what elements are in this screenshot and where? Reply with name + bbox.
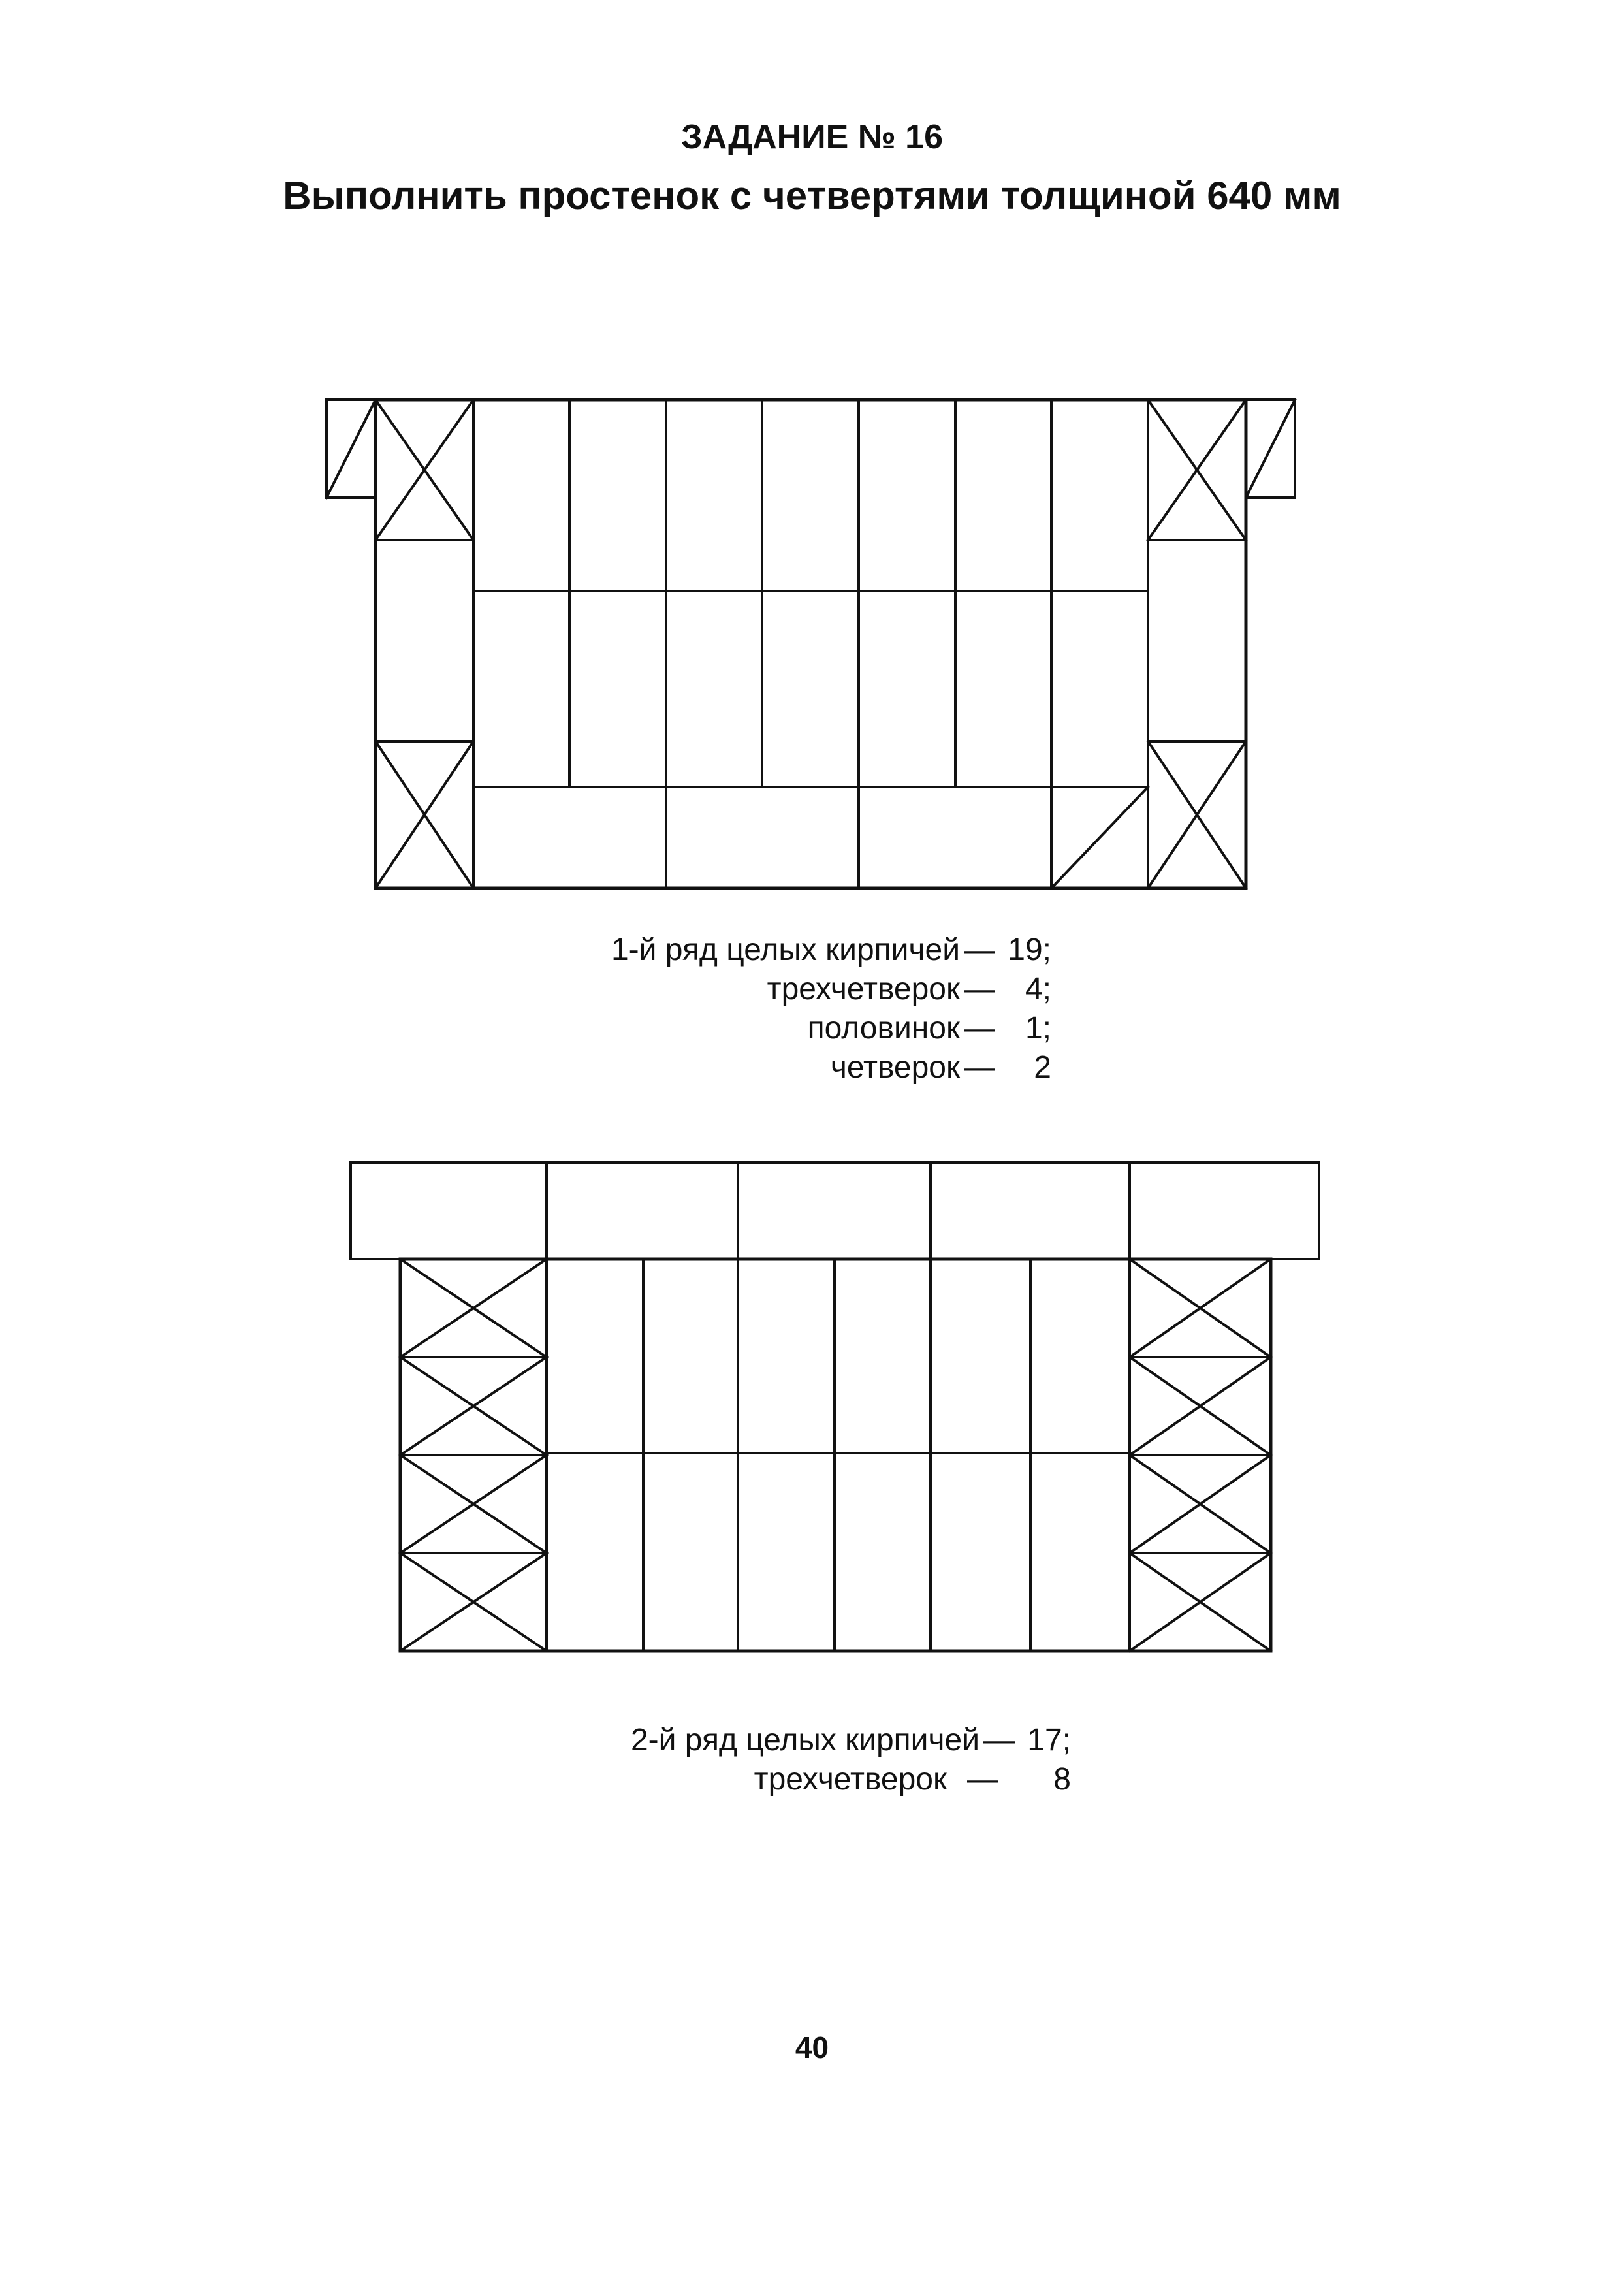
course-1-stretchers [666, 787, 1148, 888]
course-1-legend [522, 931, 1051, 1087]
legend-value: 1; [1025, 1011, 1051, 1046]
task-number: ЗАДАНИЕ № 16 [681, 118, 943, 156]
legend-value: 17; [1027, 1723, 1071, 1757]
legend-dash: — [964, 972, 995, 1006]
legend-dash: — [964, 1011, 995, 1046]
legend-value: 2 [1034, 1050, 1051, 1085]
legend-value: 4; [1025, 972, 1051, 1006]
course-2-left-column [400, 1259, 547, 1651]
course-2-legend [542, 1721, 1071, 1799]
task-title: Выполнить простенок с четвертями толщиной 640 мм [283, 174, 1341, 217]
course-2-stretcher-band [351, 1163, 1319, 1259]
course-1-legend-row [522, 931, 1051, 970]
course-1-legend-row [522, 1048, 1051, 1087]
legend-label: 2-й ряд целых кирпичей [630, 1723, 979, 1757]
legend-label: половинок [807, 1011, 960, 1046]
legend-dash: — [964, 1050, 995, 1085]
course-1-plan [326, 400, 1295, 888]
legend-label: четверок [830, 1050, 960, 1085]
course-1-quarter-right [1246, 400, 1295, 498]
course-1-legend-row [522, 970, 1051, 1009]
course-2-legend-row [542, 1760, 1071, 1799]
course-1-right-column [1148, 400, 1246, 888]
legend-label: трехчетверок [754, 1762, 947, 1797]
legend-value: 19; [1008, 933, 1051, 967]
course-2-plan [351, 1163, 1319, 1651]
legend-dash: — [967, 1762, 998, 1797]
course-1-outline [375, 400, 1246, 888]
course-2-stretchers [547, 1163, 1130, 1259]
legend-label: трехчетверок [767, 972, 960, 1006]
course-1-headers [473, 400, 1148, 787]
legend-value: 8 [1053, 1762, 1071, 1797]
course-2-headers [547, 1259, 1130, 1651]
course-1-left-column [375, 400, 473, 888]
course-1-legend-row [522, 1009, 1051, 1048]
course-2-right-column [1130, 1259, 1271, 1651]
legend-dash: — [983, 1723, 1015, 1757]
course-2-legend-row [542, 1721, 1071, 1760]
legend-label: 1-й ряд целых кирпичей [611, 933, 960, 967]
page-number: 40 [795, 2030, 829, 2064]
legend-dash: — [964, 933, 995, 967]
course-1-quarter-left [326, 400, 375, 498]
